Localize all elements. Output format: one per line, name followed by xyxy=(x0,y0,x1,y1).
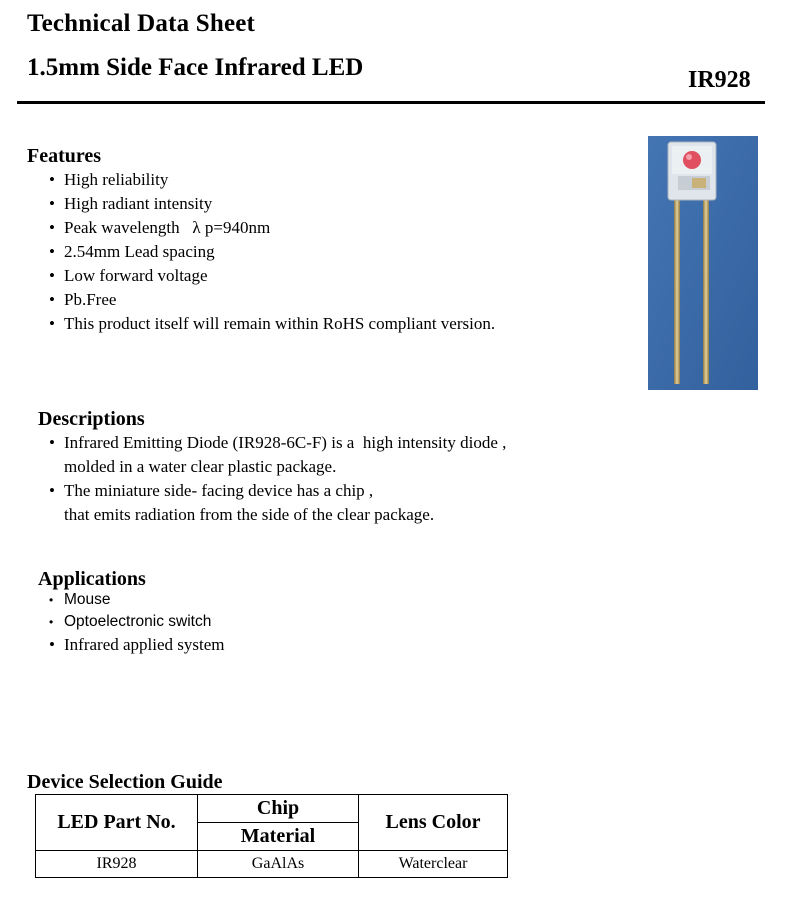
table-row xyxy=(36,851,508,878)
list-item: • Peak wavelength λ p=940nm xyxy=(49,218,271,237)
product-photo xyxy=(648,136,758,390)
list-item: • Infrared applied system xyxy=(49,635,225,654)
list-item: • High radiant intensity xyxy=(49,194,213,213)
led-illustration xyxy=(648,136,758,390)
list-item: • Mouse xyxy=(49,591,111,608)
part-code: IR928 xyxy=(688,67,751,93)
cell-lens: Waterclear xyxy=(359,851,508,878)
cell-part: IR928 xyxy=(36,851,198,878)
features-list xyxy=(27,168,495,336)
list-item: • The miniature side- facing device has a chip , that emits radiation from the side of the clear package. xyxy=(49,481,435,524)
applications-heading: Applications xyxy=(38,568,146,590)
title-line-2: 1.5mm Side Face Infrared LED xyxy=(27,54,364,81)
descriptions-list xyxy=(27,431,506,527)
list-item: • High reliability xyxy=(49,170,169,189)
applications-list xyxy=(27,589,225,657)
col-chip-header: Chip xyxy=(198,795,359,823)
descriptions-heading: Descriptions xyxy=(38,408,145,430)
list-item: • Optoelectronic switch xyxy=(49,613,212,630)
col-material-header: Material xyxy=(198,823,359,851)
header-rule xyxy=(17,101,765,104)
list-item: • Low forward voltage xyxy=(49,266,208,285)
list-item: • 2.54mm Lead spacing xyxy=(49,242,215,261)
cell-material: GaAlAs xyxy=(198,851,359,878)
list-item: • This product itself will remain within RoHS compliant version. xyxy=(49,314,496,333)
selection-guide-table xyxy=(35,794,508,878)
selection-guide-heading: Device Selection Guide xyxy=(27,771,223,793)
features-heading: Features xyxy=(27,145,102,167)
list-item: • Infrared Emitting Diode (IR928-6C-F) is a high intensity diode , molded in a water clear plastic package. xyxy=(49,433,507,476)
col-lens-header: Lens Color xyxy=(359,795,508,851)
list-item: • Pb.Free xyxy=(49,290,117,309)
title-line-1: Technical Data Sheet xyxy=(27,10,256,37)
col-part-header: LED Part No. xyxy=(36,795,198,851)
